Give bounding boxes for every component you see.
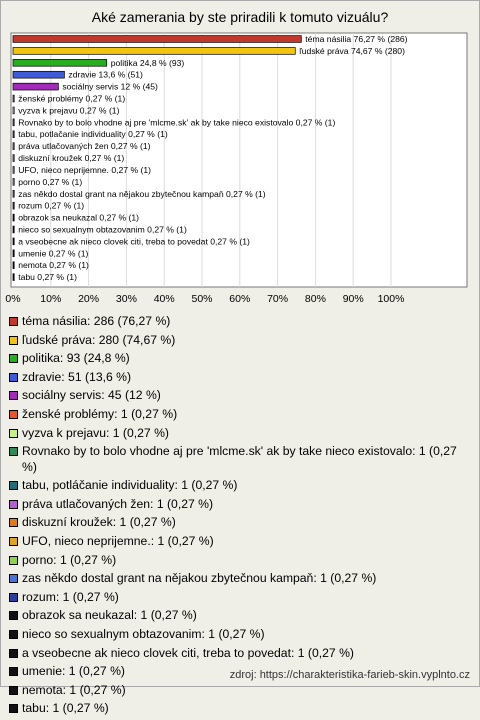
x-tick-label: 20% — [78, 293, 100, 305]
bar-label: Rovnako by to bolo vhodne aj pre 'mlcme.sk' ak by take nieco existovalo 0,27 % (1) — [18, 117, 336, 128]
legend-label: diskuzní kroužek: 1 (0,27 %) — [22, 515, 176, 530]
bar — [13, 238, 14, 245]
bar-chart — [0, 0, 480, 310]
bar — [13, 36, 301, 43]
legend-label: rozum: 1 (0,27 %) — [22, 589, 119, 604]
bar-label: UFO, nieco neprijemne. 0,27 % (1) — [18, 164, 151, 175]
legend-item — [9, 701, 471, 717]
x-tick-label: 40% — [153, 293, 175, 305]
legend-item — [9, 590, 471, 606]
bar-label: tabu, potlačanie individuality 0,27 % (1) — [18, 129, 168, 140]
x-tick-label: 60% — [229, 293, 251, 305]
legend-swatch — [9, 518, 18, 527]
legend-swatch — [9, 667, 18, 676]
x-tick-label: 80% — [304, 293, 326, 305]
bar — [13, 143, 14, 150]
legend-swatch — [9, 574, 18, 583]
legend-label: UFO, nieco neprijemne.: 1 (0,27 %) — [22, 534, 214, 549]
chart-title: Aké zamerania by ste priradili k tomuto vizuálu? — [91, 9, 389, 25]
legend-swatch — [9, 317, 18, 326]
legend-item — [9, 553, 471, 569]
legend-item — [9, 683, 471, 699]
bar-label: nemota 0,27 % (1) — [18, 260, 89, 271]
bar — [13, 95, 14, 102]
x-tick-label: 0% — [5, 293, 21, 305]
bar — [13, 59, 107, 66]
legend-label: umenie: 1 (0,27 %) — [22, 664, 125, 679]
bar-label: tabu 0,27 % (1) — [18, 272, 77, 283]
legend-swatch — [9, 410, 18, 419]
legend-label: sociálny servis: 45 (12 %) — [22, 388, 161, 403]
bar — [13, 214, 14, 221]
legend-label: práva utlačovaných žen: 1 (0,27 %) — [22, 496, 214, 511]
x-tick-label: 90% — [342, 293, 364, 305]
legend-label: zas někdo dostal grant na nějakou zbytečnou kampaň: 1 (0,27 %) — [22, 571, 377, 586]
bar-label: ľudské práva 74,67 % (280) — [299, 45, 405, 56]
legend-swatch — [9, 630, 18, 639]
chart-legend — [9, 314, 471, 720]
bar-label: diskuzní kroužek 0,27 % (1) — [18, 153, 125, 164]
legend-label: obrazok sa neukazal: 1 (0,27 %) — [22, 608, 197, 623]
legend-item — [9, 571, 471, 587]
bar — [13, 131, 14, 138]
bar-label: nieco so sexualnym obtazovanim 0,27 % (1) — [18, 224, 187, 235]
legend-label: nieco so sexualnym obtazovanim: 1 (0,27 %) — [22, 627, 265, 641]
bar — [13, 107, 14, 114]
legend-item — [9, 426, 471, 442]
legend-swatch — [9, 686, 18, 695]
bar-label: práva utlačovaných žen 0,27 % (1) — [18, 141, 151, 152]
legend-label: téma násilia: 286 (76,27 %) — [22, 314, 171, 328]
legend-item — [9, 497, 471, 513]
legend-swatch — [9, 336, 18, 345]
legend-swatch — [9, 447, 18, 456]
legend-swatch — [9, 704, 18, 713]
legend-swatch — [9, 537, 18, 546]
legend-label: a vseobecne ak nieco clovek citi, treba to povedat: 1 (0,27 %) — [22, 645, 354, 660]
legend-swatch — [9, 481, 18, 490]
bar — [13, 83, 58, 90]
legend-item — [9, 608, 471, 624]
legend-label: vyzva k prejavu: 1 (0,27 %) — [22, 425, 169, 440]
x-tick-label: 10% — [40, 293, 62, 305]
legend-swatch — [9, 649, 18, 658]
bar-label: politika 24,8 % (93) — [110, 57, 185, 68]
bar-label: rozum 0,27 % (1) — [18, 200, 85, 211]
legend-swatch — [9, 354, 18, 363]
legend-swatch — [9, 429, 18, 438]
legend-label: Rovnako by to bolo vhodne aj pre 'mlcme.sk' ak by take nieco existovalo: 1 (0,27 %) — [22, 444, 457, 474]
bar — [13, 178, 14, 185]
legend-swatch — [9, 556, 18, 565]
legend-item — [9, 388, 471, 404]
bar — [13, 274, 14, 281]
x-tick-label: 100% — [377, 293, 405, 305]
bar-label: a vseobecne ak nieco clovek citi, treba to povedat 0,27 % (1) — [18, 236, 250, 247]
bar-label: téma násilia 76,27 % (286) — [305, 34, 408, 44]
legend-swatch — [9, 593, 18, 602]
legend-item — [9, 534, 471, 550]
legend-label: ženské problémy: 1 (0,27 %) — [22, 406, 178, 421]
legend-label: tabu, potláčanie individuality: 1 (0,27 %) — [22, 478, 238, 493]
bar — [13, 190, 14, 197]
bar — [13, 250, 14, 257]
bar-label: vyzva k prejavu 0,27 % (1) — [18, 105, 120, 116]
legend-swatch — [9, 391, 18, 400]
bar — [13, 71, 64, 78]
bar-label: zas někdo dostal grant na nějakou zbytečnou kampaň 0,27 % (1) — [18, 188, 266, 199]
bar-label: sociálny servis 12 % (45) — [62, 81, 158, 92]
x-tick-label: 50% — [191, 293, 213, 305]
legend-label: zdravie: 51 (13,6 %) — [22, 369, 132, 384]
legend-item — [9, 333, 471, 349]
legend-label: politika: 93 (24,8 %) — [22, 351, 130, 366]
bar-label: porno 0,27 % (1) — [18, 176, 83, 187]
legend-swatch — [9, 500, 18, 509]
bar — [13, 262, 14, 269]
bar — [13, 155, 14, 162]
bar — [13, 226, 14, 233]
bar-label: umenie 0,27 % (1) — [18, 248, 89, 259]
x-tick-label: 30% — [115, 293, 137, 305]
legend-item — [9, 314, 471, 330]
legend-item — [9, 646, 471, 662]
legend-label: porno: 1 (0,27 %) — [22, 552, 117, 567]
legend-label: nemota: 1 (0,27 %) — [22, 682, 126, 697]
legend-item — [9, 407, 471, 423]
legend-item — [9, 444, 471, 475]
legend-label: tabu: 1 (0,27 %) — [22, 701, 109, 716]
x-tick-label: 70% — [267, 293, 289, 305]
bar — [13, 167, 14, 174]
bar — [13, 119, 14, 126]
bar — [13, 48, 295, 55]
bar-label: ženské problémy 0,27 % (1) — [18, 93, 126, 104]
legend-item — [9, 515, 471, 531]
legend-item — [9, 370, 471, 386]
legend-item — [9, 351, 471, 367]
bar-label: zdravie 13,6 % (51) — [68, 69, 143, 80]
legend-label: ľudské práva: 280 (74,67 %) — [22, 332, 176, 347]
bar — [13, 202, 14, 209]
bar-label: obrazok sa neukazal 0,27 % (1) — [18, 212, 140, 223]
legend-item — [9, 627, 471, 643]
legend-swatch — [9, 611, 18, 620]
legend-swatch — [9, 373, 18, 382]
legend-item — [9, 478, 471, 494]
source-credit: zdroj: https://charakteristika-farieb-skin.vyplnto.cz — [229, 669, 470, 681]
